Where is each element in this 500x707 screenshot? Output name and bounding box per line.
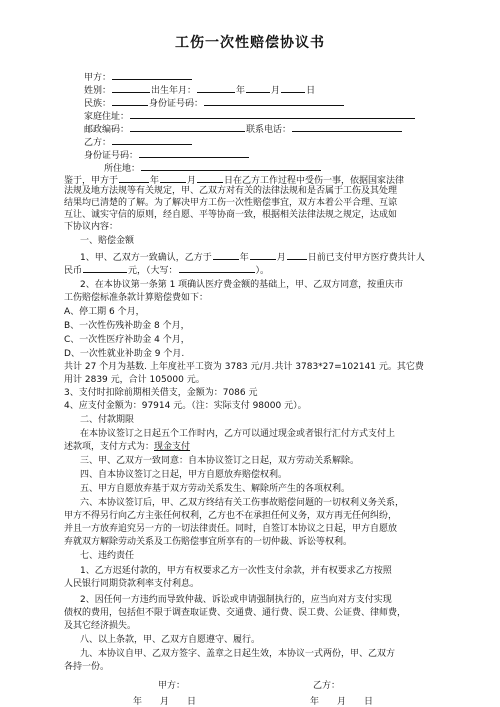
clause-1-3: 3、支付时扣除前期相关借支，金额为：7086 元 xyxy=(64,388,258,398)
item-d: D、一次性就业补助金 9 个月. xyxy=(64,349,185,359)
section-6-line-2: 甲方不得另行向乙方主张任何权利，乙方也不在承担任何义务，双方再无任何纠纷， xyxy=(64,511,398,521)
location-blank xyxy=(141,161,321,171)
clause-7-1-line-2: 人民银行同期贷款利率支付利息。 xyxy=(64,579,200,589)
birth-month-text: 月 xyxy=(271,86,281,96)
payment-month-blank xyxy=(250,250,276,260)
address-label: 家庭住址： xyxy=(84,112,130,122)
item-b: B、一次性伤残补助金 8 个月， xyxy=(64,321,190,331)
payment-year-text: 年 xyxy=(239,253,249,263)
postcode-phone-row xyxy=(84,122,403,136)
rmb-label: 民币 xyxy=(64,266,83,276)
address-blank xyxy=(130,109,415,119)
section-6-line-3: 并且一方放弃追究另一方的一切法律责任。同时，自签订本协议之日起，甲方自愿放 xyxy=(64,524,398,534)
section-6-line-4: 弃就双方解除劳动关系及工伤赔偿事宜所享有的一切仲裁、诉讼等权利。 xyxy=(64,537,353,547)
payment-method-label: 述款项，支付方式为： xyxy=(64,442,155,452)
section-3: 三、甲、乙双方一致同意：自本协议签订之日起，双方劳动关系解除。 xyxy=(80,456,360,466)
clause-1-2-line-1: 2、在本协议第一条第 1 项确认医疗费金额的基础上，甲、乙双方同意，按重庆市 xyxy=(80,280,404,290)
injury-year-blank xyxy=(119,173,149,183)
name-birth-row xyxy=(84,83,315,97)
preamble-line-5: 下协议内容： xyxy=(64,222,119,232)
phone-label: 联系电话： xyxy=(246,125,292,135)
payment-year-blank xyxy=(213,250,239,260)
party-a-row xyxy=(84,70,193,84)
address-row xyxy=(84,109,416,123)
clause-1-1-text-cont: 日前已支付甲方医疗费共计人 xyxy=(307,253,425,263)
party-a-label: 甲方： xyxy=(84,73,112,83)
clause-1-1-line-1 xyxy=(80,250,425,264)
section-1-heading: 一、赔偿金额 xyxy=(80,236,135,246)
clause-1-1-text: 1、甲、乙双方一致确认，乙方于 xyxy=(80,253,212,263)
party-b-id-row xyxy=(84,148,250,162)
section-5: 五、甲方自愿放弃基于双方劳动关系发生、解除所产生的各项权利。 xyxy=(80,484,351,494)
birth-day-blank xyxy=(281,83,305,93)
signature-party-a: 甲方： xyxy=(158,681,186,691)
ethnicity-label: 民族： xyxy=(84,99,112,109)
uppercase-amount-blank xyxy=(179,263,255,273)
section-6-line-1: 六、本协议签订后，甲、乙双方终结有关工伤事故赔偿问题的一切权利义务关系， xyxy=(80,498,405,508)
clause-2-line-2 xyxy=(64,441,190,453)
phone-blank xyxy=(292,122,402,132)
party-b-id-label: 身份证号码： xyxy=(84,151,139,161)
clause-1-1-line-2 xyxy=(64,263,269,277)
id-blank xyxy=(204,96,344,106)
document-title: 工伤一次性赔偿协议书 xyxy=(175,35,325,51)
preamble-line-4: 互让、诚实守信的原则，经自愿、平等协商一致，根据相关法律法规之规定，达成如 xyxy=(64,210,398,220)
ethnicity-blank xyxy=(112,96,148,106)
clause-7-1-line-1: 1、乙方迟延付款的，甲方有权要求乙方一次性支付余款，并有权要求乙方按照 xyxy=(80,566,392,576)
birth-month-blank xyxy=(246,83,270,93)
location-label: 所住地： xyxy=(104,164,141,174)
preamble-text-cont: 日在乙方工作过程中受伤一事，依据国家法律 xyxy=(224,176,405,186)
injury-month-blank xyxy=(160,173,186,183)
item-c: C、一次性医疗补助金 4 个月， xyxy=(64,335,190,345)
section-4: 四、自本协议签订之日起，甲方自愿放弃赔偿权利。 xyxy=(80,470,288,480)
clause-7-2-line-3: 及其它经济损失。 xyxy=(64,621,137,631)
birth-year-blank xyxy=(197,83,235,93)
preamble-line-3: 结果均已清楚的了解。为了解决甲方工伤一次性赔偿事宜，双方本着公平合理、互谅 xyxy=(64,198,398,208)
injury-year-text: 年 xyxy=(150,176,160,186)
party-b-id-blank xyxy=(139,148,249,158)
injury-month-text: 月 xyxy=(187,176,197,186)
payment-method-value: 现金支付 xyxy=(154,442,191,452)
clause-1-4: 4、应支付金额为：97914 元。（注：实际支付 98000 元）。 xyxy=(64,401,307,411)
clause-1-2-line-2: 工伤赔偿标准条款计算赔偿费如下： xyxy=(64,293,209,303)
preamble-text: 鉴于，甲方于 xyxy=(64,176,119,186)
ethnicity-id-row xyxy=(84,96,345,110)
party-a-blank xyxy=(112,70,192,80)
postcode-label: 邮政编码： xyxy=(84,125,130,135)
id-label: 身份证号码： xyxy=(149,99,204,109)
payment-day-blank xyxy=(287,250,307,260)
party-b-row xyxy=(84,135,193,149)
signature-date-b: 年 月 日 xyxy=(310,697,374,707)
signature-date-a: 年 月 日 xyxy=(133,697,197,707)
injury-day-blank xyxy=(197,173,223,183)
medical-fee-blank xyxy=(83,263,127,273)
birth-year-text: 年 xyxy=(236,86,246,96)
preamble-line-2: 法规及地方法规等有关规定，甲、乙双方对有关的法律法规和是否属于工伤及其处理 xyxy=(64,186,398,196)
calculation-line-1: 共计 27 个月为基数. 上年度社平工资为 3783 元/月.共计 3783*27=102141 元。其它费 xyxy=(64,362,424,372)
section-8: 八、以上条款，甲、乙双方自愿遵守、履行。 xyxy=(80,635,261,645)
item-a: A、停工期 6 个月， xyxy=(64,307,145,317)
uppercase-close: ）。 xyxy=(255,266,270,276)
section-9-line-2: 各持一份。 xyxy=(64,662,110,672)
clause-2-line-1: 在本协议签订之日起五个工作时内，乙方可以通过现金或者银行汇付方式支付上 xyxy=(80,429,396,439)
name-blank xyxy=(112,83,150,93)
party-b-label: 乙方： xyxy=(84,138,112,148)
uppercase-label: 元，（大写： xyxy=(128,266,178,276)
name-label: 姓别： xyxy=(84,86,112,96)
birth-day-text: 日 xyxy=(306,86,316,96)
birth-label: 出生年月： xyxy=(151,86,197,96)
postcode-blank xyxy=(130,122,245,132)
payment-month-text: 月 xyxy=(276,253,286,263)
section-9-line-1: 九、本协议自甲、乙双方签字、盖章之日起生效，本协议一式两份，甲、乙双方 xyxy=(80,649,396,659)
clause-7-2-line-2: 债权的费用，包括但不限于调查取证费、交通费、通行费、误工费、公证费、律师费， xyxy=(64,608,407,618)
section-7-heading: 七、违约责任 xyxy=(80,551,135,561)
clause-7-2-line-1: 2、因任何一方违约而导致仲裁、诉讼或申请强制执行的，应当向对方支付实现 xyxy=(80,595,392,605)
party-b-blank xyxy=(112,135,192,145)
section-2-heading: 二、付款期限 xyxy=(80,415,135,425)
signature-party-b: 乙方： xyxy=(313,681,341,691)
calculation-line-2: 用计 2839 元，合计 105000 元。 xyxy=(64,375,205,385)
